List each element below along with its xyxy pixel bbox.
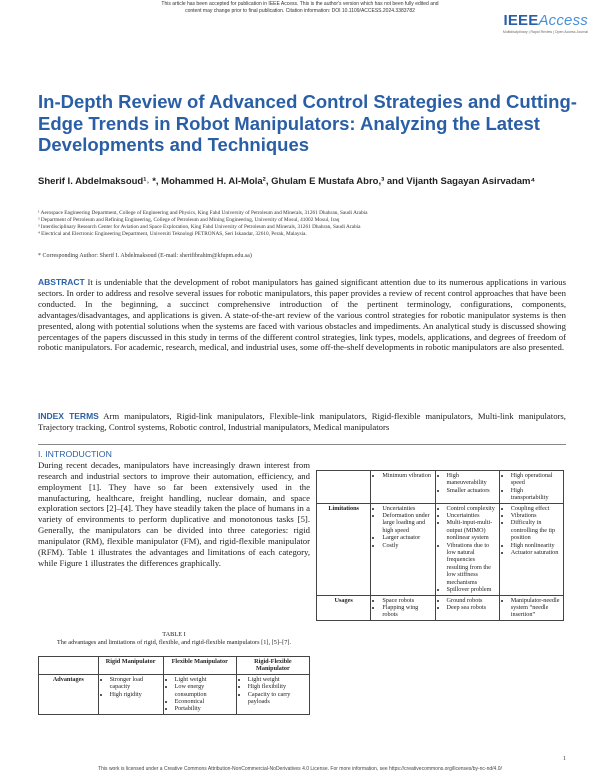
logo-ieee: IEEE <box>503 12 539 29</box>
list-item: • Capacity to carry payloads <box>248 691 307 706</box>
abstract-heading: ABSTRACT <box>38 277 85 287</box>
list-item: • Difficulty in controlling the tip position <box>511 519 561 541</box>
table-cell <box>499 503 563 595</box>
affiliation-3: ³ Interdisciplinary Research Center for Aviation and Space Exploration, King Fahd University of Petroleum and Minerals, 31261 Dhahran, Saudi Arabia <box>38 224 361 230</box>
table-cell <box>435 471 499 504</box>
list-item: • Minimum vibration <box>382 472 432 479</box>
index-terms <box>38 411 566 433</box>
table-cell <box>371 471 435 504</box>
table-number: TABLE I <box>162 631 186 638</box>
list-item: • Space robots <box>382 597 432 604</box>
table-cell <box>317 471 371 504</box>
list-item: • Larger actuator <box>382 534 432 541</box>
list-item: • Coupling effect <box>511 505 561 512</box>
section-divider <box>38 444 566 445</box>
license-footer: This work is licensed under a Creative Commons Attribution-NonCommercial-NoDerivatives 4.0 License. For more information, see https://creativecommons.org/licenses/by-nc-nd/4.0/ <box>98 766 502 772</box>
abstract <box>38 277 566 353</box>
abstract-text: It is undeniable that the development of robot manipulators has gained significant attention due to its numerous applications in various sectors. In order to address and resolve several issues for robotic manipulators, this paper provides a review of recent control approaches that have been conducted. In the beginning, a succinct comprehensive introduction of the pertinent terminology, configurations, components, advantages/disadvantages, and applications is given. A state-of-the-art review of the various control strategies for robotic manipulator systems is then presented, along with potential solutions when the systems are faced with various obstacles and impediments. An analytical study is discussed showing percentages of the papers discussed in this study in terms of the different control strategies, link types, models, applications, and degrees of freedom of robotic manipulators. For academic, research, medical, and industrial uses, some off-the-shelf developments in robotic manipulators are also presented. <box>38 277 566 353</box>
list-item: • Control complexity <box>447 505 497 512</box>
table-cell <box>98 674 163 714</box>
table-row-advantages-continued <box>317 471 564 504</box>
table-cell <box>435 503 499 595</box>
list-item: • Manipulator-needle system “needle insertion” <box>511 597 561 619</box>
list-item: • Vibrations due to low natural frequencies resulting from the low stiffness mechanisms <box>447 542 497 586</box>
table-cell <box>236 674 309 714</box>
list-item: • Multi-input-multi-output (MIMO) nonlinear system <box>447 519 497 541</box>
comparison-table-part-2 <box>316 470 564 621</box>
list-item: • Light weight <box>175 676 234 683</box>
table-header-rigid: Rigid Manipulator <box>98 657 163 675</box>
list-item: • Uncertainties <box>382 505 432 512</box>
affiliation-4: ⁴ Electrical and Electronic Engineering Department, Universiti Teknologi PETRONAS, Seri Iskandar, 32610, Perak, Malaysia. <box>38 231 307 237</box>
list-item: • Smaller actuators <box>447 487 497 494</box>
list-item: • Spillover problem <box>447 586 497 593</box>
table-cell <box>371 595 435 620</box>
list-item: • Light weight <box>248 676 307 683</box>
banner-line-1: This article has been accepted for publication in IEEE Access. This is the author's version which has not been fully edited and <box>161 1 439 7</box>
author-list: Sherif I. Abdelmaksoud¹˒ *, Mohammed H. Al-Mola², Ghulam E Mustafa Abro,³ and Vijanth Sagayan Asirvadam⁴ <box>38 176 536 187</box>
table-header-rigid-flexible: Rigid-Flexible Manipulator <box>236 657 309 675</box>
index-terms-text: Arm manipulators, Rigid-link manipulators, Flexible-link manipulators, Rigid-flexible manipulators, Multi-link manipulators, Trajectory tracking, Control systems, Robotic control, Industrial manipulators, Medical manipulators <box>38 411 566 433</box>
table-cell <box>163 674 236 714</box>
table-header-blank <box>39 657 99 675</box>
intro-heading: I. INTRODUCTION <box>38 449 112 459</box>
corresponding-author: * Corresponding Author: Sherif I. Abdelmaksoud (E-mail: sherifibrahim@kfupm.edu.sa) <box>38 253 252 259</box>
table-cell <box>499 595 563 620</box>
list-item: • Flapping wing robots <box>382 604 432 619</box>
table-caption <box>38 631 310 647</box>
table-cell <box>435 595 499 620</box>
advantages-label: Advantages <box>39 674 99 714</box>
table-row-usages <box>317 595 564 620</box>
ieee-access-logo <box>503 12 588 34</box>
list-item: • Economical <box>175 698 234 705</box>
intro-paragraph: During recent decades, manipulators have increasingly drawn interest from research and industrial sectors to improve their automation, efficiency, and employment [1]. They have so far been extensively used in the manufacturing, healthcare, freight handling, nuclear domain, and space exploration sectors [2]–[4]. They have steadily taken the place of humans in a variety of environments to perform duplicative and monotonous tasks [5]. Generally, the manipulators can be divided into three categories: rigid manipulator (RM), flexible manipulator (FM), and rigid-flexible manipulator (RFM). Table 1 illustrates the advantages and limitations of each category, while Figure 1 illustrates the differences graphically. <box>38 460 310 568</box>
affiliation-1: ¹ Aerospace Engineering Department, College of Engineering and Physics, King Fahd University of Petroleum and Minerals, 31261 Dhahran, Saudi Arabia <box>38 210 368 216</box>
table-header-flexible: Flexible Manipulator <box>163 657 236 675</box>
list-item: • Costly <box>382 542 432 549</box>
table-cell <box>371 503 435 595</box>
list-item: • High operational speed <box>511 472 561 487</box>
affiliations <box>38 210 568 238</box>
list-item: • Deep sea robots <box>447 604 497 611</box>
affiliation-2: ² Department of Petroleum and Refining Engineering, College of Petroleum and Mining Engineering, University of Mosul, 41002 Mosul, Iraq <box>38 217 340 223</box>
paper-title: In-Depth Review of Advanced Control Strategies and Cutting-Edge Trends in Robot Manipulators: Analyzing the Latest Developments and Techniques <box>38 91 577 155</box>
usages-label: Usages <box>317 595 371 620</box>
list-item: • Uncertainties <box>447 512 497 519</box>
logo-access: Access <box>538 12 588 29</box>
list-item: • Actuator saturation <box>511 549 561 556</box>
page-number: 1 <box>563 756 566 762</box>
list-item: • High transportability <box>511 487 561 502</box>
list-item: • Stronger load capacity <box>110 676 161 691</box>
table-caption-text: The advantages and limitations of rigid, flexible, and rigid-flexible manipulators [1], [5]–[7]. <box>56 639 292 646</box>
table-row-advantages <box>39 674 310 714</box>
table-cell <box>499 471 563 504</box>
list-item: • Low energy consumption <box>175 683 234 698</box>
list-item: • High rigidity <box>110 691 161 698</box>
list-item: • High maneuverability <box>447 472 497 487</box>
table-row-limitations <box>317 503 564 595</box>
index-terms-heading: INDEX TERMS <box>38 411 99 421</box>
list-item: • Vibrations <box>511 512 561 519</box>
list-item: • Deformation under large loading and high speed <box>382 512 432 534</box>
limitations-label: Limitations <box>317 503 371 595</box>
logo-tagline: Multidisciplinary | Rapid Review | Open Access Journal <box>502 30 588 34</box>
banner-line-2: content may change prior to final publication. Citation information: DOI 10.1109/ACCESS.2024.3383782 <box>185 8 415 14</box>
list-item: • Portability <box>175 705 234 712</box>
list-item: • High nonlinearity <box>511 542 561 549</box>
comparison-table-part-1 <box>38 656 310 715</box>
list-item: • Ground robots <box>447 597 497 604</box>
list-item: • High flexibility <box>248 683 307 690</box>
